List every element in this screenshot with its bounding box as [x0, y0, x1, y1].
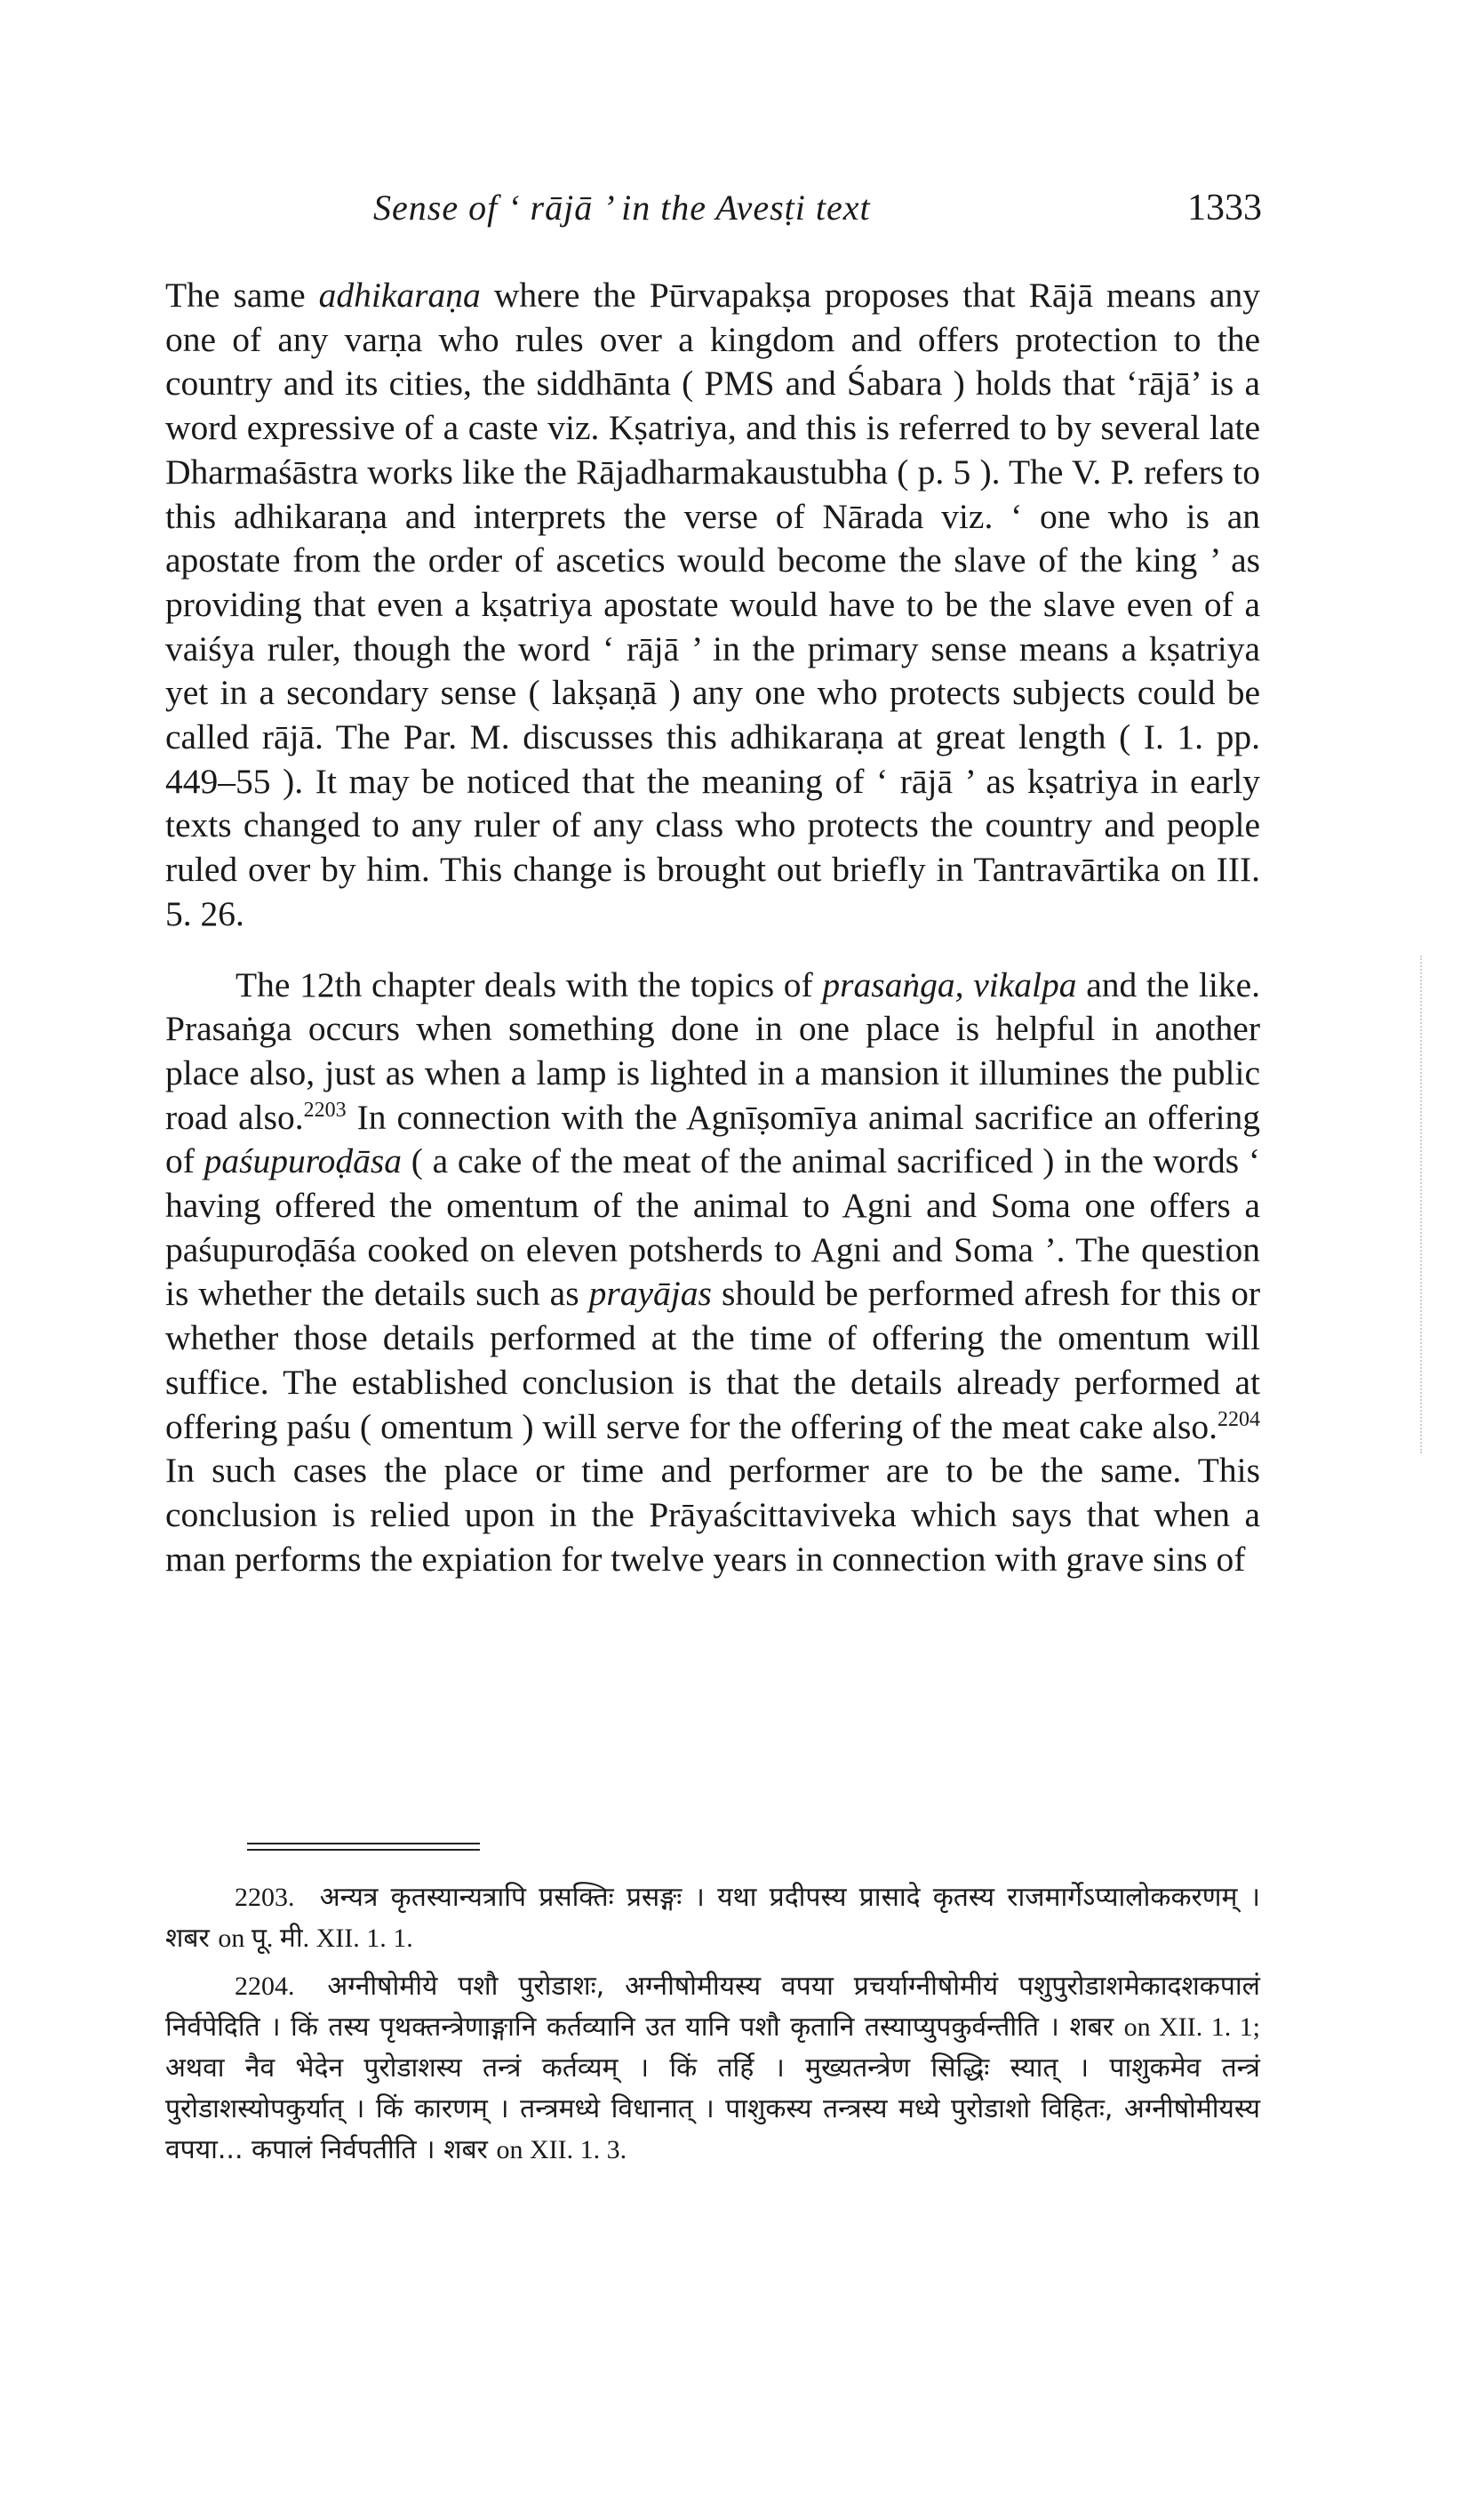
- footnote-divider: [247, 1843, 480, 1855]
- footnote-ref-2203[interactable]: 2203: [303, 1098, 347, 1122]
- term-prasanga: prasaṅga,: [822, 964, 964, 1004]
- footnote-2204: 2204. अग्नीषोमीये पशौ पुरोडाशः, अग्नीषोमीयस्य वपया प्रचर्याग्नीषोमीयं पशुपुरोडाशमेकादशकपालं निर्वपेदिति । किं तस्य पृथक्तन्त्रेणाङ्गानि कर्तव्यानि उत यानि पशौ कृतानि तस्याप्युपकुर्वन्तीति । शबर on XII. 1. 1; अथवा नैव भेदेन पुरोडाशस्य तन्त्रं कर्तव्यम् । किं तर्हि । मुख्यतन्त्रेण सिद्धिः स्यात् । पाशुकमेव तन्त्रं पुरोडाशस्योपकुर्यात् । किं कारणम् । तन्त्रमध्ये विधानात् । पाशुकस्य तन्त्रस्य मध्ये पुरोडाशो विहितः, अग्नीषोमीयस्य वपया... कपालं निर्वपतीति । शबर on XII. 1. 3.: [165, 1971, 1260, 2165]
- paragraph-2: The 12th chapter deals with the topics of prasaṅga, vikalpa and the like. Prasaṅga occurs when something done in one place is helpful in another place also, just as when a lamp is lighted in a mansion it illumines the public road also.$^{2203}$ In connection with the Agnīṣomīya animal sacrifice an offering of paśupuroḍāsa ( a cake of the meat of the animal sacrificed ) in the words ‘ having offered the omentum of the animal to Agni and Soma one offers a paśupuroḍāśa cooked on eleven potsherds to Agni and Soma ’. The question is whether the details such as prayājas should be performed afresh for this or whether those details performed at the time of offering the omentum will suffice. The established conclusion is that the details already performed at offering paśu ( omentum ) will serve for the offering of the meat cake also.$^{2204}$ In such cases the place or time and performer are to be the same. This conclusion is relied upon in the Prāyaścittaviveka which says that when a man performs the expiation for twelve years in connection with grave sins of: [165, 964, 1261, 1579]
- page-header: [373, 187, 1262, 240]
- footnote-ref-2204[interactable]: 2204: [1218, 1407, 1260, 1431]
- footnote-number: 2204.: [235, 1972, 295, 2001]
- term-vikalpa: vikalpa: [973, 964, 1077, 1004]
- term-pasupurodasa: paśupuroḍāsa: [204, 1141, 403, 1181]
- footnote-number: 2203.: [235, 1883, 295, 1912]
- term-prayajas: prayājas: [588, 1274, 712, 1314]
- footnote-2203: 2203. अन्यत्र कृतस्यान्यत्रापि प्रसक्तिः प्रसङ्गः । यथा प्रदीपस्य प्रासादे कृतस्य राजमार्गेऽप्यालोककरणम् । शबर on पू. मी. XII. 1. 1.: [165, 1882, 1260, 1954]
- body-text: [165, 274, 1260, 1581]
- footnotes: [165, 1877, 1260, 2171]
- term-adhikarana: adhikaraṇa: [318, 276, 481, 315]
- page-number: 1333: [1187, 188, 1262, 228]
- paragraph-1: The same adhikaraṇa where the Pūrvapakṣa proposes that Rājā means any one of any varṇa who rules over a kingdom and offers protection to the country and its cities, the siddhānta ( PMS and Śabara ) holds that ‘rājā’ is a word expressive of a caste viz. Kṣatriya, and this is referred to by several late Dharmaśāstra works like the Rājadharmakaustubha ( p. 5 ). The V. P. refers to this adhikaraṇa and interprets the verse of Nārada viz. ‘ one who is an apostate from the order of ascetics would become the slave of the king ’ as providing that even a kṣatriya apostate would have to be the slave even of a vaiśya ruler, though the word ‘ rājā ’ in the primary sense means a kṣatriya yet in a secondary sense ( lakṣaṇā ) any one who protects subjects could be called rājā. The Par. M. discusses this adhikaraṇa at great length ( I. 1. pp. 449–55 ). It may be noticed that the meaning of ‘ rājā ’ as kṣatriya in early texts changed to any ruler of any class who protects the country and people ruled over by him. This change is brought out briefly in Tantravārtika on III. 5. 26.: [165, 276, 1261, 933]
- margin-scan-mark: [1420, 956, 1424, 1453]
- running-title: Sense of ‘ rājā ’ in the Avesṭi text: [373, 188, 871, 228]
